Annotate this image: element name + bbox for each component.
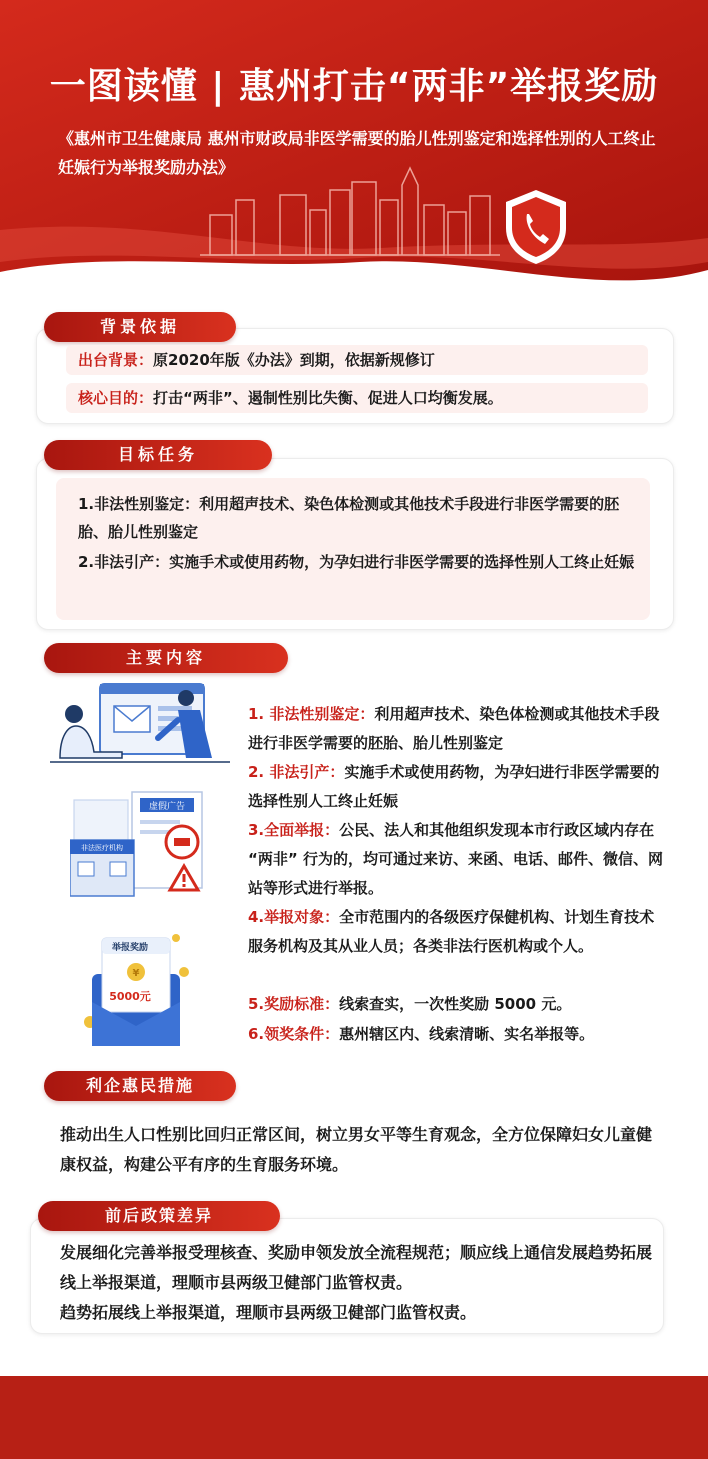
content-item [248, 758, 668, 816]
header-banner [0, 0, 708, 300]
content-item-label: 2. 非法引产： [248, 763, 345, 781]
content-item-label: 3.全面举报： [248, 821, 340, 839]
reward-envelope-illustration [80, 930, 190, 1050]
content-heading: 主要内容 [44, 643, 288, 673]
reward-amount: 5000元 [109, 990, 151, 1003]
content-item-text: 利用超声技术、染色体检测或其他技术手段进行非医学需要的胚胎、胎儿性别鉴定 [248, 705, 660, 752]
page-subtitle: 《惠州市卫生健康局 惠州市财政局非医学需要的胎儿性别鉴定和选择性别的人工终止妊娠行为举报奖励办法》 [58, 129, 656, 177]
row-label: 核心目的： [78, 389, 154, 407]
benefit-heading: 利企惠民措施 [44, 1071, 236, 1101]
content-item-label: 6.领奖条件： [248, 1025, 340, 1043]
row-text: 原2020年版《办法》到期，依据新规修订 [153, 351, 435, 369]
content-item-text: 公民、法人和其他组织发现本市行政区域内存在 “两非” 行为的，均可通过来访、来函、电话、邮件、微信、网站等形式进行举报。 [248, 821, 663, 897]
page-title: 一图读懂 | 惠州打击“两非”举报奖励 [49, 66, 659, 107]
row-label: 出台背景： [78, 351, 154, 369]
content-item-text: 实施手术或使用药物，为孕妇进行非医学需要的选择性别人工终止妊娠 [248, 763, 660, 810]
content-item [248, 816, 668, 903]
content-item-text: 全市范围内的各级医疗保健机构、计划生育技术服务机构及其从业人员；各类非法行医机构或个人。 [248, 908, 655, 955]
content-item [248, 990, 668, 1019]
content-item-label: 5.奖励标准： [248, 995, 340, 1013]
fake-ad-clinic-illustration [70, 790, 210, 900]
benefit-text: 推动出生人口性别比回归正常区间，树立男女平等生育观念，全方位保障妇女儿童健康权益，构建公平有序的生育服务环境。 [60, 1125, 653, 1174]
content-item-label: 4.举报对象： [248, 908, 340, 926]
diff-heading: 前后政策差异 [38, 1201, 280, 1231]
content-item [248, 700, 668, 758]
ad-title: 虚假广告 [148, 802, 186, 812]
clinic-sign: 非法医疗机构 [81, 844, 123, 852]
diff-line: 发展细化完善举报受理核查、奖励申领发放全流程规范；顺应线上通信发展趋势拓展线上举报渠道，理顺市县两级卫健部门监管权责。 [60, 1243, 653, 1292]
content-item-text: 线索查实，一次性奖励 5000 元。 [339, 995, 572, 1013]
reward-title: 举报奖励 [111, 943, 149, 953]
content-item-text: 惠州辖区内、线索清晰、实名举报等。 [339, 1025, 595, 1043]
row-text: 打击“两非”、遏制性别比失衡、促进人口均衡发展。 [153, 389, 503, 407]
goal-item: 1.非法性别鉴定：利用超声技术、染色体检测或其他技术手段进行非医学需要的胚胎、胎儿性别鉴定 [78, 495, 620, 541]
goal-item: 2.非法引产：实施手术或使用药物，为孕妇进行非医学需要的选择性别人工终止妊娠 [78, 553, 635, 571]
office-worker-illustration [50, 680, 230, 768]
svg-text:¥: ¥ [132, 968, 140, 979]
background-row [66, 383, 648, 413]
content-item [248, 903, 668, 961]
background-heading: 背景依据 [44, 312, 236, 342]
diff-line: 趋势拓展线上举报渠道，理顺市县两级卫健部门监管权责。 [60, 1303, 477, 1322]
footer-band [0, 1376, 708, 1459]
background-row [66, 345, 648, 375]
content-item-label: 1. 非法性别鉴定： [248, 705, 375, 723]
goals-heading: 目标任务 [44, 440, 272, 470]
content-item [248, 1020, 668, 1049]
